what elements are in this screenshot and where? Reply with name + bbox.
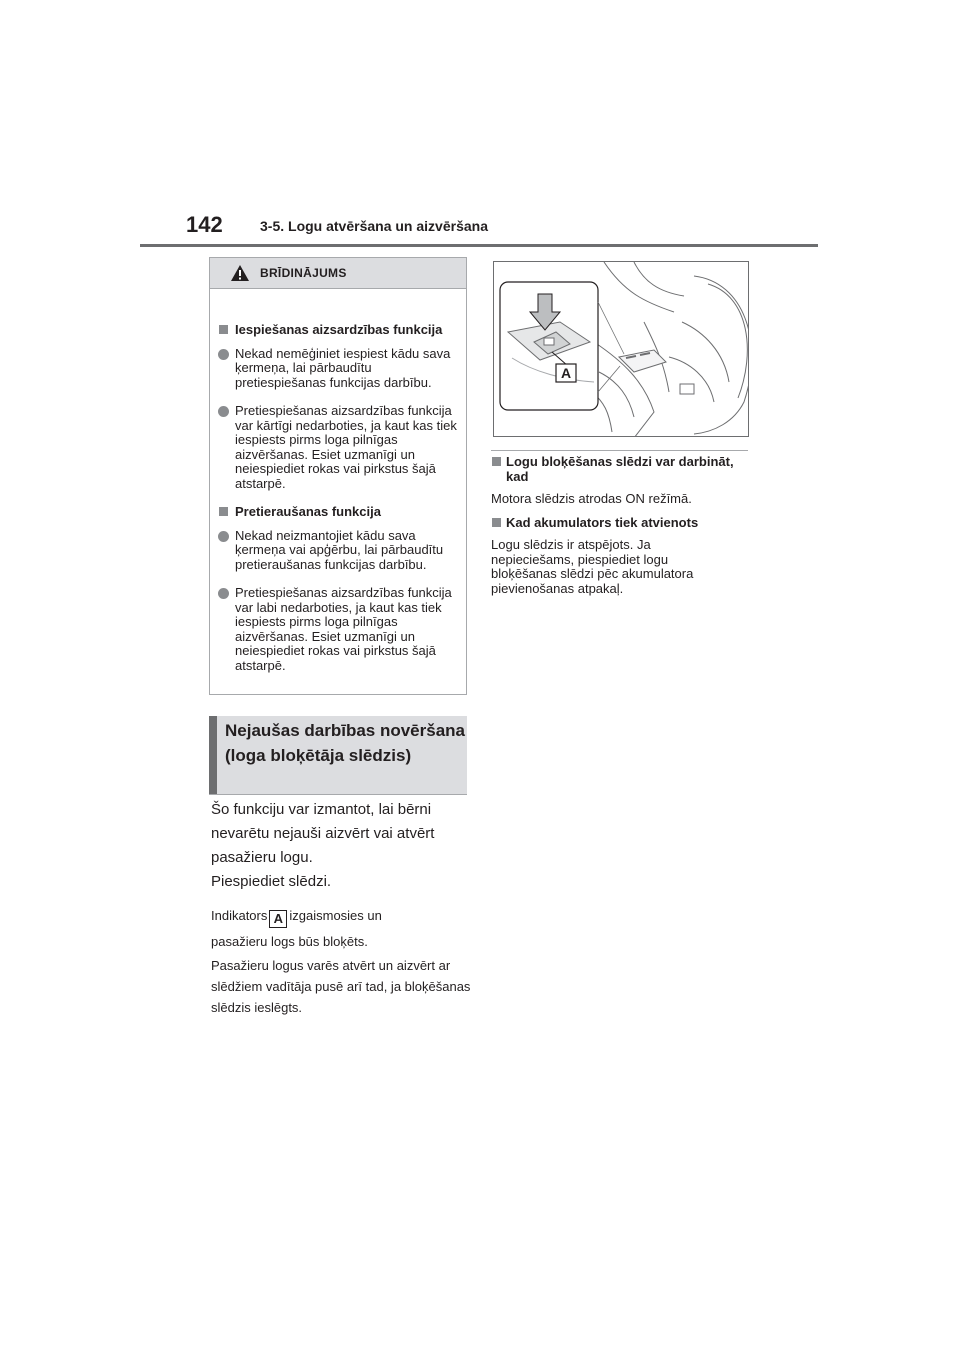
body-paragraph: Šo funkciju var izmantot, lai bērni nevarētu nejauši aizvērt vai atvērt pasažieru logu. xyxy=(211,801,435,866)
illustration-drawing xyxy=(494,262,749,437)
warning-item: Nekad nemēģiniet iespiest kādu sava ķermeņa, lai pārbaudītu pretiespiešanas funkcijas darbību. xyxy=(218,347,458,391)
warning-item: Nekad neizmantojiet kādu sava ķermeņa vai apģērbu, lai pārbaudītu pretieraušanas funkcijas darbību. xyxy=(218,529,458,573)
dot-bullet-icon xyxy=(218,531,229,542)
right-subheading: Kad akumulators tiek atvienots xyxy=(491,516,751,531)
warning-subheading: Iespiešanas aizsardzības funkcija xyxy=(218,323,458,338)
figure-callout-a: A xyxy=(560,365,572,381)
header-rule xyxy=(140,244,818,247)
warning-label: BRĪDINĀJUMS xyxy=(260,266,347,280)
callout-tag-a: A xyxy=(269,910,287,928)
window-lock-switch-illustration xyxy=(493,261,749,437)
right-paragraph: Motora slēdzis atrodas ON režīmā. xyxy=(491,491,692,506)
body-paragraph: Pasažieru logus varēs atvērt un aizvērt ar slēdžiem vadītāja pusē arī tad, ja bloķēšanas slēdzis ieslēgts. xyxy=(211,958,471,1015)
page-number: 142 xyxy=(186,212,223,237)
warning-body xyxy=(210,289,466,673)
figure-rule xyxy=(491,450,748,451)
section-heading-text: Nejaušas darbības novēršana (loga bloķētāja slēdzis) xyxy=(225,721,466,765)
indicator-line: Indikators A izgaismosies un xyxy=(211,908,382,926)
section-title: 3-5. Logu atvēršana un aizvēršana xyxy=(260,218,488,234)
warning-item: Pretiespiešanas aizsardzības funkcija var labi nedarboties, ja kaut kas tiek iespiests pirms loga pilnīgas aizvēršanas. Esiet uzmanīgi un neiespiediet rokas vai pirkstus šajā atstarpē. xyxy=(218,586,458,673)
body-paragraph: pasažieru logs būs bloķēts. xyxy=(211,934,368,949)
warning-triangle-icon xyxy=(230,264,250,282)
square-bullet-icon xyxy=(492,457,501,466)
square-bullet-icon xyxy=(492,518,501,527)
square-bullet-icon xyxy=(219,507,228,516)
dot-bullet-icon xyxy=(218,349,229,360)
dot-bullet-icon xyxy=(218,406,229,417)
warning-subheading: Pretieraušanas funkcija xyxy=(218,505,458,520)
heading-rule xyxy=(209,794,467,795)
dot-bullet-icon xyxy=(218,588,229,599)
right-subheading: Logu bloķēšanas slēdzi var darbināt, kad xyxy=(491,455,751,484)
section-heading xyxy=(209,716,467,794)
right-paragraph: Logu slēdzis ir atspējots. Ja nepieciešams, piespiediet logu bloķēšanas slēdzi pēc akumulatora pievienošanas atpakaļ. xyxy=(491,537,694,596)
warning-item: Pretiespiešanas aizsardzības funkcija var kārtīgi nedarboties, ja kaut kas tiek iespiests pirms loga pilnīgas aizvēršanas. Esiet uzmanīgi un neiespiediet rokas vai pirkstus šajā atstarpē. xyxy=(218,404,458,491)
square-bullet-icon xyxy=(219,325,228,334)
warning-box xyxy=(209,257,467,695)
warning-header xyxy=(210,258,466,289)
body-paragraph: Piespiediet slēdzi. xyxy=(211,873,332,890)
